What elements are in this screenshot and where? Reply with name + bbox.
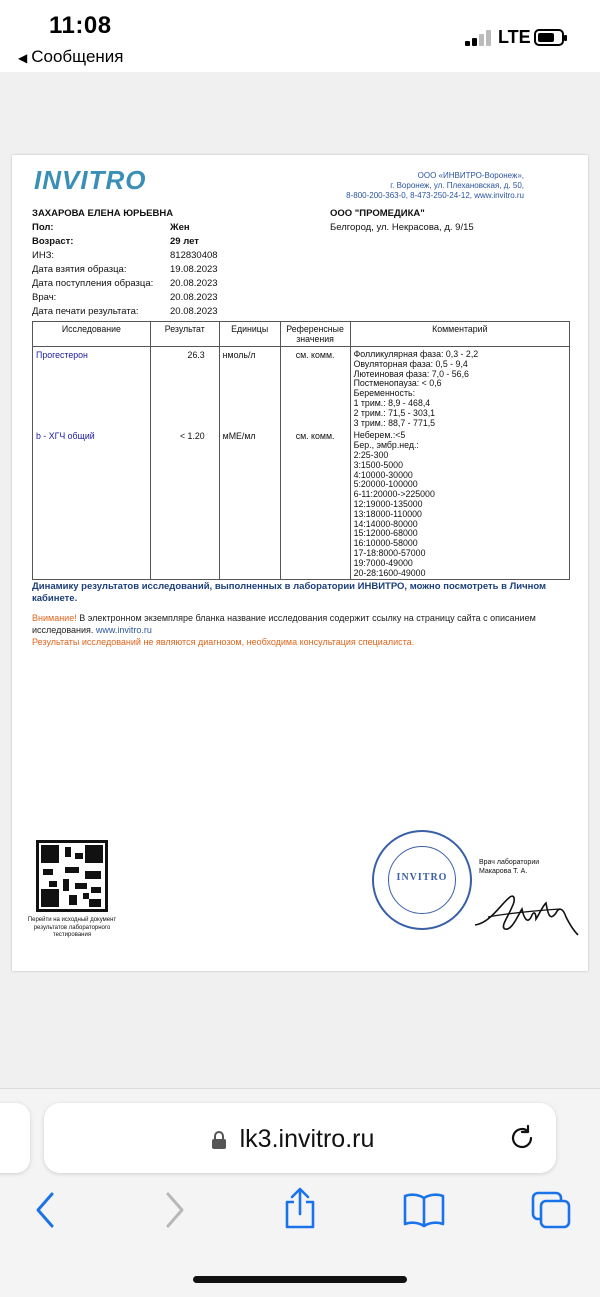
org-line: г. Воронеж, ул. Плехановская, д. 50, [390,181,524,190]
home-indicator[interactable] [193,1276,407,1283]
disclaimer: Результаты исследований не являются диагнозом, необходима консультация специалиста. [32,637,415,647]
table-row [33,428,570,579]
field-label: Врач: [32,292,57,303]
field-label: ИНЗ: [32,250,55,261]
warning-note [32,612,577,636]
field-label: Пол: [32,222,54,233]
field-label: Возраст: [32,236,74,247]
reload-icon[interactable] [507,1123,537,1153]
test-name-link[interactable]: b - ХГЧ общий [33,428,151,579]
clinic-address: Белгород, ул. Некрасова, д. 9/15 [330,222,474,233]
units: нмоль/л [219,347,280,429]
warning-text: В электронном экземпляре бланка название исследования содержит ссылку на страницу сайта с описанием исследования. [32,613,536,635]
doctor-info [479,858,539,876]
lab-stamp [372,830,472,930]
column-header: Единицы [219,322,280,347]
dynamics-note: Динамику результатов исследований, выполненных в лаборатории ИНВИТРО, можно посмотреть в Личном кабинете. [32,581,547,604]
table-header-row [33,322,570,347]
column-header: Референсные значения [280,322,350,347]
field-value: 20.08.2023 [170,278,218,289]
field-value: Жен [170,222,190,233]
network-type: LTE [498,27,531,47]
column-header: Исследование [33,322,151,347]
field-value: 19.08.2023 [170,264,218,275]
units: мМЕ/мл [219,428,280,579]
back-triangle-icon: ◀ [18,51,28,65]
patient-name: ЗАХАРОВА ЕЛЕНА ЮРЬЕВНА [32,208,174,219]
column-header: Комментарий [350,322,569,347]
org-line: ООО «ИНВИТРО-Воронеж», [417,171,524,180]
doctor-title: Врач лаборатории [479,859,540,866]
field-value: 20.08.2023 [170,292,218,303]
qr-code[interactable] [36,840,108,912]
lab-org-info [264,171,524,201]
signature [470,885,580,940]
warning-label: Внимание! [32,613,77,623]
lab-report-document [12,155,588,971]
qr-caption: Перейти на исходный документ результатов лабораторного тестирования [27,917,117,938]
comment: Неберем.:<5 Бер., эмбр.нед.: 2:25-300 3:1500-5000 4:10000-30000 5:20000-100000 6-11:20000->225000 12:19000-135000 13:18000-110000 14:14000-80000 15:12000-68000 16:10000-58000 17-18:8000-57000 19:7000-49000 20-28:1600-49000 [350,428,569,579]
address-bar[interactable] [44,1103,556,1173]
stamp-text: INVITRO [396,872,448,883]
test-name-link[interactable]: Прогестерон [33,347,151,429]
result-value: 26.3 [150,347,219,429]
comment: Фолликулярная фаза: 0,3 - 2,2 Овуляторная фаза: 0,5 - 9,4 Лютеиновая фаза: 7,0 - 56,6 Постменопауза: < 0,6 Беременность: 1 трим.: 8,9 - 468,4 2 трим.: 71,5 - 303,1 3 трим.: 88,7 - 771,5 [350,347,569,429]
invitro-logo: INVITRO [34,165,147,195]
share-icon[interactable] [282,1186,318,1230]
reference: см. комм. [280,347,350,429]
back-label: Сообщения [31,47,124,66]
bookmarks-icon[interactable] [402,1192,446,1228]
battery-icon [534,29,564,46]
results-table [32,321,570,580]
forward-icon[interactable] [160,1190,190,1230]
clinic-name: ООО "ПРОМЕДИКА" [330,208,425,219]
table-row [33,347,570,429]
field-label: Дата поступления образца: [32,278,154,289]
url-text: lk3.invitro.ru [239,1125,375,1153]
field-value: 29 лет [170,236,199,247]
result-value: < 1.20 [150,428,219,579]
field-value: 812830408 [170,250,218,261]
reference: см. комм. [280,428,350,579]
field-label: Дата печати результата: [32,306,139,317]
tabs-icon[interactable] [530,1190,572,1230]
signal-icon [465,30,493,46]
clock: 11:08 [49,12,112,39]
field-value: 20.08.2023 [170,306,218,317]
back-icon[interactable] [30,1190,60,1230]
back-to-messages-button[interactable] [18,47,124,67]
status-bar [0,0,600,72]
column-header: Результат [150,322,219,347]
clinic-info [330,207,474,235]
invitro-link[interactable]: www.invitro.ru [95,625,152,635]
field-label: Дата взятия образца: [32,264,127,275]
doctor-name: Макарова Т. А. [479,868,528,875]
org-line: 8-800-200-363-0, 8-473-250-24-12, www.invitro.ru [346,191,524,200]
previous-tab-preview[interactable] [0,1103,30,1173]
